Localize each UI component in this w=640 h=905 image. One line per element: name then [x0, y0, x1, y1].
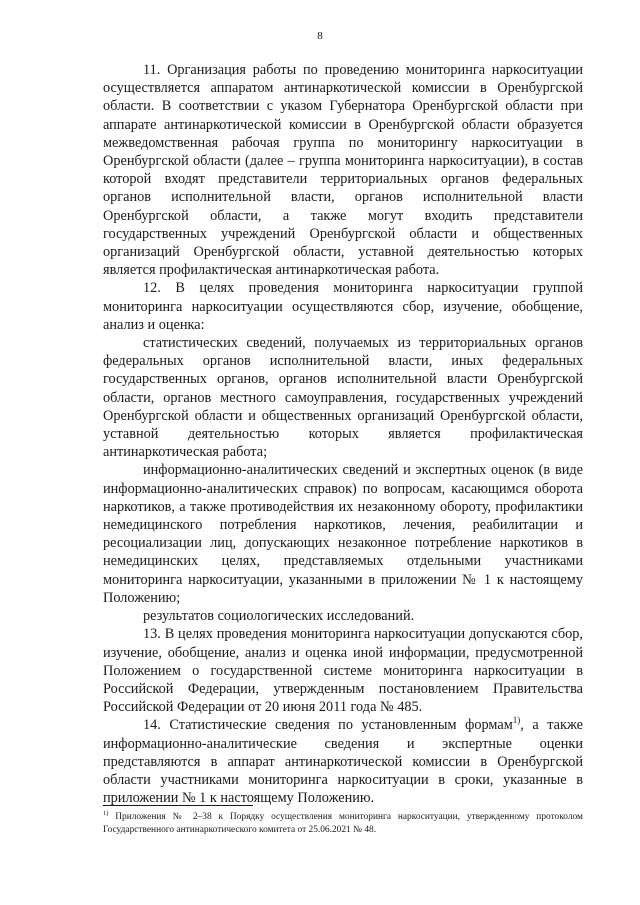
paragraph-13: 13. В целях проведения мониторинга наркоситуации допускаются сбор, изучение, обобщение, анализ и оценка иной информации, предусмотренной Положением о государственной системе мониторинга наркоситуации в Российской Федерации, утвержденным постановлением Правительства Российской Федерации от 20 июня 2011 года № 485.: [103, 626, 583, 716]
footnote: [103, 811, 583, 837]
paragraph-12-item-sociology: результатов социологических исследований.: [143, 608, 415, 625]
footnote-reference: 1): [512, 715, 521, 726]
paragraph-14-end: , а также информационно-аналитические сведения и экспертные оценки представляются в аппарат антинаркотической комиссии в Оренбургской области участниками мониторинга наркоситуации в сроки, указанные в приложении № 1 к настоящему Положению.: [103, 717, 583, 807]
paragraph-14-start: 14. Статистические сведения по установленным формам: [143, 717, 513, 734]
paragraph-12-item-analytics: информационно-аналитических сведений и экспертных оценок (в виде информационно-аналитических справок) по вопросам, касающимся оборота наркотиков, а также противодействия их незаконному обороту, профилактики немедицинского потребления наркотиков, лечения, реабилитации и ресоциализации лиц, допускающих незаконное потребление наркотиков в немедицинских целях, представляемых отдельными участниками мониторинга наркоситуации, указанными в приложении № 1 к настоящему Положению;: [103, 462, 583, 606]
footnote-divider: [103, 805, 253, 806]
paragraph-12-intro: 12. В целях проведения мониторинга наркоситуации группой мониторинга наркоситуации осуществляются сбор, изучение, обобщение, анализ и оценка:: [103, 280, 583, 333]
footnote-text: Приложения № 2–38 к Порядку осуществления мониторинга наркоситуации, утвержденному протоколом Государственного антинаркотического комитета от 25.06.2021 № 48.: [103, 812, 583, 835]
document-body: [103, 61, 583, 807]
footnote-mark: 1): [103, 809, 109, 817]
page-number: 8: [317, 30, 323, 42]
paragraph-12-item-statistics: статистических сведений, получаемых из территориальных органов федеральных органов исполнительной власти, иных федеральных государственных органов, органов исполнительной власти Оренбургской области, органов местного самоуправления, государственных учреждений Оренбургской области и общественных организаций Оренбургской области, уставной деятельностью которых является профилактическая антинаркотическая работа;: [103, 335, 583, 461]
paragraph-14: [103, 716, 583, 807]
paragraph-11: 11. Организация работы по проведению мониторинга наркоситуации осуществляется аппаратом антинаркотической комиссии в Оренбургской области. В соответствии с указом Губернатора Оренбургской области при аппарате антинаркотической комиссии в Оренбургской области образуется межведомственная рабочая группа по мониторингу наркоситуации в Оренбургской области (далее – группа мониторинга наркоситуации), в состав которой входят представители территориальных органов федеральных органов исполнительной власти, органов исполнительной власти Оренбургской области, а также могут входить представители государственных учреждений Оренбургской области и общественных организаций Оренбургской области, уставной деятельностью которых является профилактическая антинаркотическая работа.: [103, 62, 583, 279]
